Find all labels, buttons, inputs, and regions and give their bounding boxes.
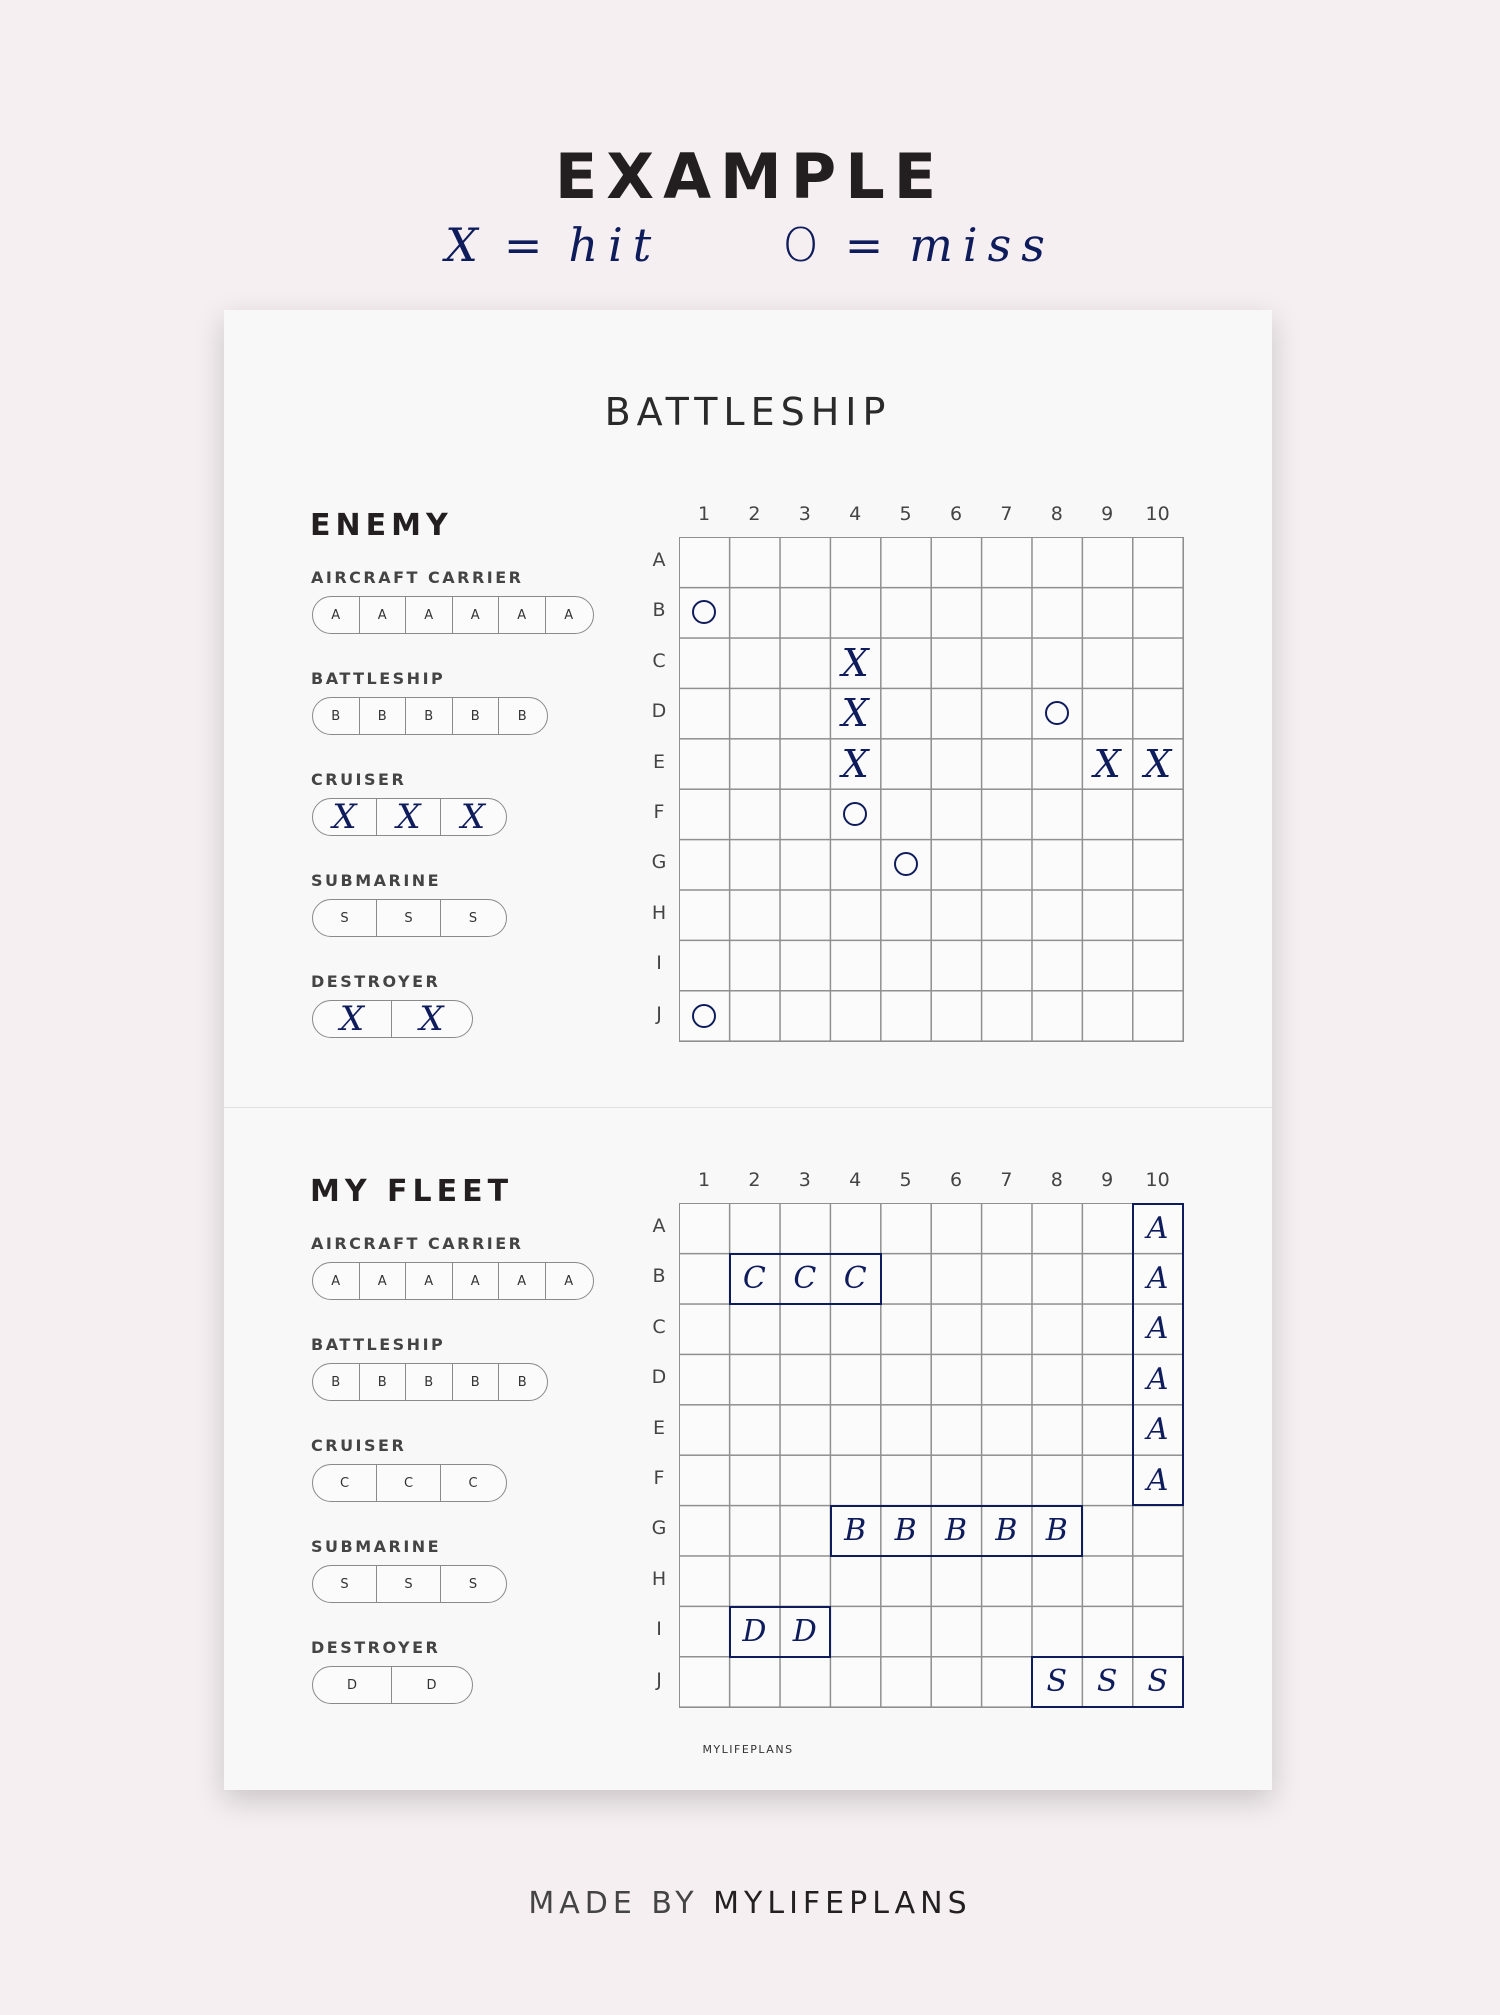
row-label: A <box>652 549 666 571</box>
ship-cell[interactable]: A <box>499 1263 546 1299</box>
fleet-ship-letter[interactable]: A <box>1146 1412 1169 1448</box>
column-label: 9 <box>1101 503 1114 525</box>
fleet-ship-letter[interactable]: C <box>793 1260 817 1296</box>
column-label: 2 <box>748 503 761 525</box>
ship-tracker <box>312 1262 594 1300</box>
enemy-title: ENEMY <box>310 508 453 543</box>
fleet-ship-letter[interactable]: B <box>894 1512 917 1548</box>
ship-label: DESTROYER <box>311 1638 441 1657</box>
fleet-ship-letter[interactable]: B <box>1045 1512 1068 1548</box>
ship-cell[interactable]: D <box>426 1677 437 1693</box>
ship-cell[interactable]: A <box>313 597 360 633</box>
fleet-ship-letter[interactable]: S <box>1096 1664 1118 1700</box>
ship-cell[interactable]: B <box>360 698 407 734</box>
row-label: F <box>653 1467 665 1489</box>
ship-cell[interactable]: A <box>453 1263 500 1299</box>
row-label: H <box>651 1567 667 1590</box>
ship-cell[interactable]: S <box>468 1576 478 1592</box>
fleet-ship-letter[interactable]: S <box>1147 1664 1168 1700</box>
ship-tracker <box>312 1666 473 1704</box>
column-label: 6 <box>949 1169 963 1191</box>
example-title: EXAMPLE <box>554 140 946 213</box>
hit-marker[interactable]: X <box>841 691 869 736</box>
ship-cell[interactable]: B <box>517 708 527 724</box>
fleet-ship-letter[interactable]: B <box>844 1512 867 1548</box>
column-label: 1 <box>697 1169 711 1191</box>
ship-cell[interactable]: B <box>453 698 500 734</box>
column-label: 2 <box>748 1169 761 1191</box>
fleet-section <box>224 310 1272 1790</box>
ship-cell[interactable]: A <box>499 597 546 633</box>
ship-cell[interactable]: X <box>460 798 486 836</box>
column-label: 5 <box>899 503 912 525</box>
ship-cell[interactable]: B <box>406 698 453 734</box>
column-label: 5 <box>899 1169 912 1191</box>
fleet-ship-letter[interactable]: D <box>742 1613 767 1649</box>
row-label: J <box>656 1002 662 1025</box>
column-label: 8 <box>1050 503 1063 525</box>
fleet-ship-letter[interactable]: S <box>1046 1664 1068 1700</box>
ship-cell[interactable]: X <box>313 1001 392 1037</box>
ship-label: BATTLESHIP <box>311 669 446 688</box>
row-label: G <box>651 1517 667 1540</box>
fleet-ship-letter[interactable]: B <box>995 1512 1018 1548</box>
fleet-ship-letter[interactable]: C <box>742 1260 766 1296</box>
row-label: D <box>651 700 667 723</box>
ship-cell[interactable]: A <box>406 597 453 633</box>
ship-cell[interactable]: C <box>377 1465 441 1501</box>
footer-brand: MYLIFEPLANS <box>713 1886 972 1921</box>
row-label: G <box>651 851 667 874</box>
row-label: B <box>652 599 666 622</box>
ship-label: CRUISER <box>311 770 407 789</box>
fleet-ship-letter[interactable]: A <box>1146 1210 1169 1246</box>
column-label: 7 <box>1000 1169 1013 1191</box>
ship-cell[interactable]: S <box>377 1566 441 1602</box>
ship-label: AIRCRAFT CARRIER <box>311 1234 524 1253</box>
ship-cell[interactable]: A <box>564 1273 574 1289</box>
ship-cell[interactable]: B <box>313 1364 360 1400</box>
ship-cell[interactable]: A <box>406 1263 453 1299</box>
ship-cell[interactable]: X <box>313 799 377 835</box>
hit-equals: = <box>503 218 553 272</box>
row-label: B <box>652 1265 666 1288</box>
ship-cell[interactable]: C <box>468 1475 478 1491</box>
column-label: 10 <box>1145 1169 1170 1191</box>
ship-cell[interactable]: S <box>313 1566 377 1602</box>
row-label: C <box>652 649 666 672</box>
ship-tracker <box>312 1464 507 1502</box>
ship-label: SUBMARINE <box>311 1537 442 1556</box>
ship-cell[interactable]: B <box>313 698 360 734</box>
hit-marker[interactable]: X <box>841 741 869 786</box>
column-label: 6 <box>949 503 963 525</box>
fleet-ship-letter[interactable]: A <box>1146 1311 1169 1347</box>
row-label: C <box>652 1315 666 1338</box>
ship-cell[interactable]: C <box>313 1465 377 1501</box>
row-label: D <box>651 1366 667 1389</box>
miss-word: miss <box>909 218 1055 272</box>
footer <box>0 1886 1500 1921</box>
fleet-ship-letter[interactable]: A <box>1146 1462 1169 1498</box>
column-label: 4 <box>849 1169 862 1191</box>
ship-cell[interactable]: B <box>406 1364 453 1400</box>
hit-word: hit <box>568 218 662 272</box>
footer-prefix: MADE BY <box>528 1886 699 1921</box>
ship-cell[interactable]: B <box>517 1374 527 1390</box>
ship-label: CRUISER <box>311 1436 407 1455</box>
hit-symbol: X <box>445 218 488 272</box>
ship-cell[interactable]: S <box>313 900 377 936</box>
ship-cell[interactable]: A <box>313 1263 360 1299</box>
row-label: E <box>652 1416 665 1439</box>
row-label: J <box>656 1668 662 1691</box>
column-label: 8 <box>1050 1169 1063 1191</box>
row-label: I <box>656 952 662 975</box>
ship-cell[interactable]: X <box>419 1000 444 1038</box>
fleet-ship-letter[interactable]: A <box>1146 1260 1169 1296</box>
column-label: 10 <box>1145 503 1170 525</box>
fleet-ship-letter[interactable]: C <box>843 1260 867 1296</box>
row-label: F <box>653 801 665 823</box>
miss-symbol: O <box>782 218 829 272</box>
fleet-title: MY FLEET <box>310 1174 514 1209</box>
ship-tracker <box>312 1565 507 1603</box>
ship-cell[interactable]: A <box>564 607 574 623</box>
fleet-ship-letter[interactable]: D <box>792 1613 817 1649</box>
ship-cell[interactable]: A <box>453 597 500 633</box>
ship-cell[interactable]: S <box>468 910 478 926</box>
column-label: 4 <box>849 503 862 525</box>
column-label: 3 <box>798 503 811 525</box>
column-label: 3 <box>798 1169 811 1191</box>
fleet-grid[interactable] <box>679 1203 1184 1708</box>
ship-tracker <box>312 1363 548 1401</box>
legend <box>0 218 1500 272</box>
column-label: 1 <box>697 503 711 525</box>
ship-cell[interactable]: S <box>377 900 441 936</box>
fleet-ship-letter[interactable]: B <box>944 1512 968 1548</box>
sheet-title: BATTLESHIP <box>604 390 892 434</box>
ship-cell[interactable]: A <box>360 1263 407 1299</box>
sheet-brand: MYLIFEPLANS <box>702 1743 794 1756</box>
ship-cell[interactable]: B <box>360 1364 407 1400</box>
hit-marker[interactable]: X <box>841 640 869 685</box>
hit-marker[interactable]: X <box>1093 741 1121 786</box>
hit-marker[interactable]: X <box>1144 741 1172 786</box>
ship-label: DESTROYER <box>311 972 441 991</box>
row-label: I <box>656 1618 662 1641</box>
row-label: E <box>652 750 665 773</box>
column-label: 7 <box>1000 503 1013 525</box>
ship-label: BATTLESHIP <box>311 1335 446 1354</box>
row-label: H <box>651 901 667 924</box>
game-sheet <box>224 310 1272 1790</box>
miss-equals: = <box>844 218 894 272</box>
column-label: 9 <box>1101 1169 1114 1191</box>
ship-cell[interactable]: X <box>377 799 441 835</box>
fleet-ship-letter[interactable]: A <box>1146 1361 1169 1397</box>
ship-cell[interactable]: B <box>453 1364 500 1400</box>
ship-label: AIRCRAFT CARRIER <box>311 568 524 587</box>
ship-label: SUBMARINE <box>311 871 442 890</box>
row-label: A <box>652 1215 666 1237</box>
ship-cell[interactable]: D <box>313 1667 392 1703</box>
ship-cell[interactable]: A <box>360 597 407 633</box>
